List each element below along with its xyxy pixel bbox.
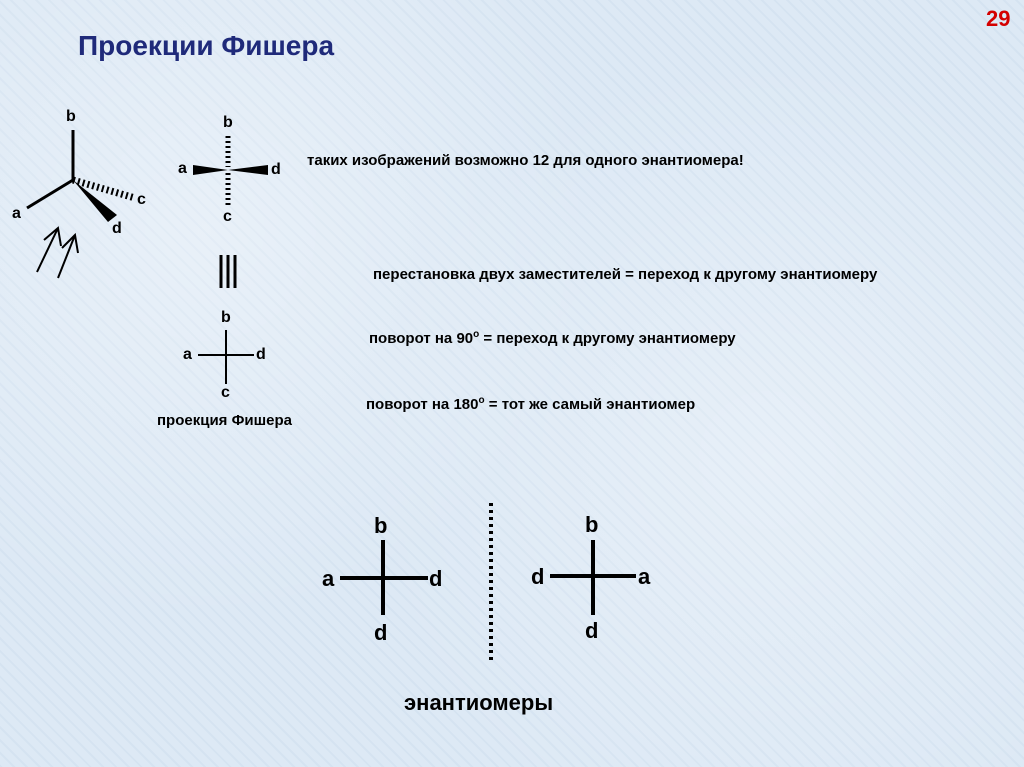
right-enantiomer-top: b: [585, 512, 599, 537]
perspective-label-a: a: [12, 205, 21, 222]
right-enantiomer-cross: [550, 540, 636, 615]
bond-to-a: [27, 180, 73, 208]
fischer-label-c: c: [221, 384, 230, 401]
slide-title: Проекции Фишера: [78, 30, 335, 61]
fischer-label-b: b: [221, 309, 231, 326]
wedge-label-d: d: [271, 161, 281, 178]
fischer-caption: проекция Фишера: [157, 412, 292, 429]
note-rotation-90: поворот на $90^о$ = переход к другому энантиомеру: [369, 329, 736, 347]
left-enantiomer-right: d: [429, 566, 443, 591]
perspective-label-d: d: [112, 220, 122, 237]
wedge-bond-right: [228, 165, 268, 175]
perspective-label-c: c: [137, 191, 146, 208]
equivalence-bars-icon: [221, 255, 235, 288]
note-swap: перестановка двух заместителей = переход к другому энантиомеру: [373, 266, 878, 283]
wedge-bond-to-d: [73, 180, 117, 222]
note-rotation-180: поворот на $180^о$ = тот же самый энантиомер: [366, 395, 696, 413]
viewing-arrows-icon: [37, 228, 78, 278]
left-enantiomer-top: b: [374, 513, 388, 538]
wedge-label-a: a: [178, 160, 187, 177]
fischer-label-d: d: [256, 346, 266, 363]
perspective-label-b: b: [66, 108, 76, 125]
wedge-label-c: c: [223, 208, 232, 225]
note-twelve-images: таких изображений возможно 12 для одного энантиомера!: [307, 152, 744, 169]
wedge-hash-projection: [193, 136, 268, 206]
left-enantiomer-cross: [340, 540, 428, 615]
wedge-label-b: b: [223, 114, 233, 131]
fischer-label-a: a: [183, 346, 192, 363]
small-fischer-cross: [198, 330, 254, 384]
right-enantiomer-left: d: [531, 564, 545, 589]
right-enantiomer-right: a: [638, 564, 651, 589]
perspective-structure: [27, 130, 135, 222]
left-enantiomer-bottom: d: [374, 620, 388, 645]
slide-number: 29: [986, 6, 1011, 31]
left-enantiomer-left: a: [322, 566, 335, 591]
enantiomers-caption: энантиомеры: [404, 690, 554, 715]
wedge-bond-left: [193, 165, 228, 175]
right-enantiomer-bottom: d: [585, 618, 599, 643]
